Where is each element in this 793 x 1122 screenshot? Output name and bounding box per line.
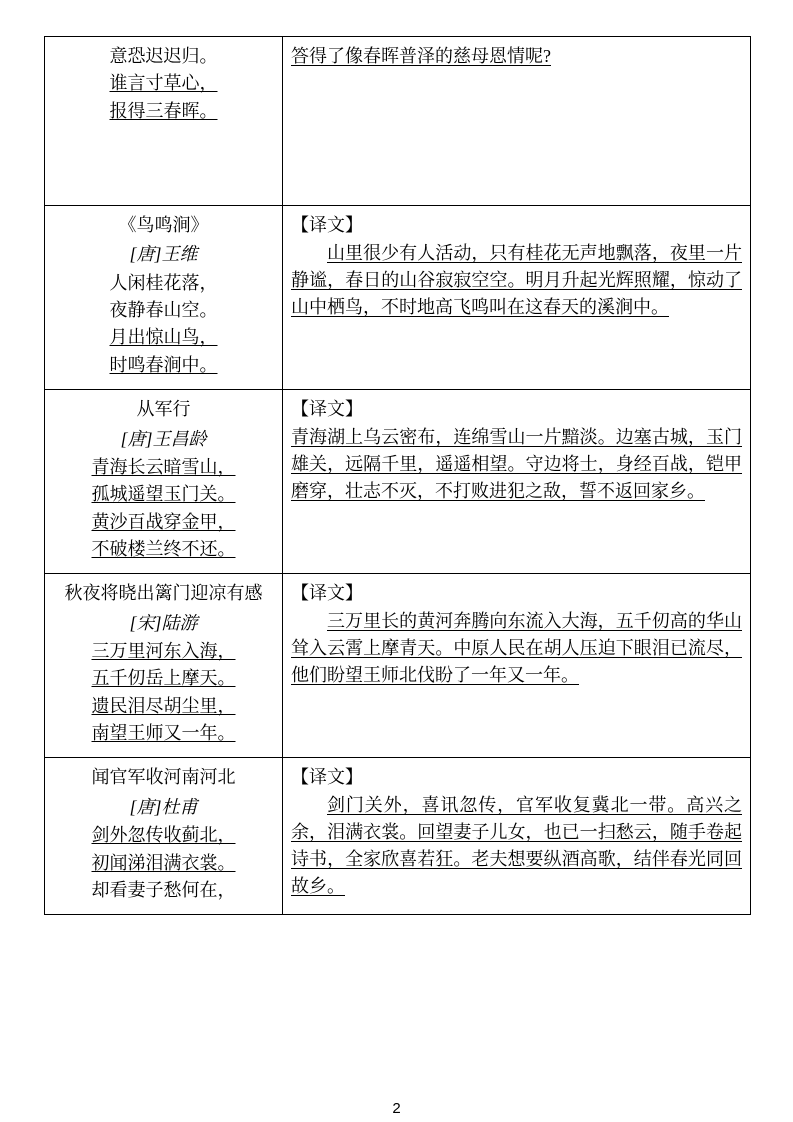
answer-text: 答得了像春晖普泽的慈母恩情呢? [291, 46, 551, 66]
translation-cell [283, 390, 751, 574]
poem-title: 从军行 [136, 399, 191, 420]
table-row [45, 37, 751, 206]
translation-label: 【译文】 [291, 215, 363, 235]
poem-line: 时鸣春涧中。 [109, 354, 218, 375]
poem-line: 黄沙百战穿金甲， [91, 511, 236, 532]
poem-author: [唐]杜甫 [129, 796, 198, 817]
poem-author: [唐]王昌龄 [120, 428, 207, 449]
poem-line: 却看妻子愁何在， [91, 879, 236, 900]
table-row [45, 390, 751, 574]
table-row [45, 206, 751, 390]
table-row [45, 574, 751, 758]
poem-line: 五千仞岳上摩天。 [91, 668, 236, 689]
poem-line: 人闲桂花落， [109, 272, 218, 293]
poem-line: 孤城遥望玉门关。 [91, 484, 236, 505]
poem-line: 报得三春晖。 [109, 100, 218, 121]
poem-cell [45, 206, 283, 390]
poem-line: 夜静春山空。 [109, 300, 218, 321]
poem-line: 青海长云暗雪山， [91, 456, 236, 477]
translation-text: 青海湖上乌云密布，连绵雪山一片黯淡。边塞古城，玉门雄关，远隔千里，遥遥相望。守边将士，身经百战，铠甲磨穿，壮志不灭，不打败进犯之敌，誓不返回家乡。 [291, 427, 742, 502]
translation-label: 【译文】 [291, 767, 363, 788]
poem-cell [45, 37, 283, 206]
poem-line: 初闻涕泪满衣裳。 [91, 852, 236, 873]
poem-line: 谁言寸草心， [109, 73, 218, 94]
translation-cell [283, 206, 751, 390]
table-row [45, 758, 751, 915]
poem-translation-table [44, 36, 751, 915]
answer-cell [283, 37, 751, 206]
translation-label: 【译文】 [291, 399, 363, 420]
page-number: 2 [392, 1100, 401, 1117]
translation-label: 【译文】 [291, 583, 363, 604]
poem-line: 不破楼兰终不还。 [91, 538, 236, 559]
poem-title: 《鸟鸣涧》 [118, 215, 209, 235]
poem-line: 月出惊山鸟， [109, 327, 218, 348]
poem-title: 秋夜将晓出篱门迎凉有感 [64, 583, 263, 604]
translation-text: 山里很少有人活动，只有桂花无声地飘落，夜里一片静谧，春日的山谷寂寂空空。明月升起光辉照耀，惊动了山中栖鸟，不时地高飞鸣叫在这春天的溪涧中。 [291, 243, 742, 317]
poem-line: 南望王师又一年。 [91, 723, 236, 744]
translation-cell [283, 574, 751, 758]
poem-line: 遗民泪尽胡尘里， [91, 695, 236, 716]
poem-author: [唐]王维 [129, 244, 198, 265]
poem-author: [宋]陆游 [129, 612, 198, 633]
poem-line: 剑外忽传收蓟北， [91, 825, 236, 846]
poem-cell [45, 574, 283, 758]
poem-line: 意恐迟迟归。 [109, 46, 218, 66]
poem-cell [45, 758, 283, 915]
poem-line: 三万里河东入海， [91, 641, 236, 662]
poem-title: 闻官军收河南河北 [91, 767, 236, 788]
translation-text: 三万里长的黄河奔腾向东流入大海，五千仞高的华山耸入云霄上摩青天。中原人民在胡人压迫下眼泪已流尽，他们盼望王师北伐盼了一年又一年。 [291, 611, 742, 686]
poem-cell [45, 390, 283, 574]
translation-text: 剑门关外，喜讯忽传，官军收复冀北一带。高兴之余，泪满衣裳。回望妻子儿女，也已一扫愁云，随手卷起诗书，全家欣喜若狂。老夫想要纵酒高歌，结伴春光同回故乡。 [291, 795, 742, 897]
translation-cell [283, 758, 751, 915]
